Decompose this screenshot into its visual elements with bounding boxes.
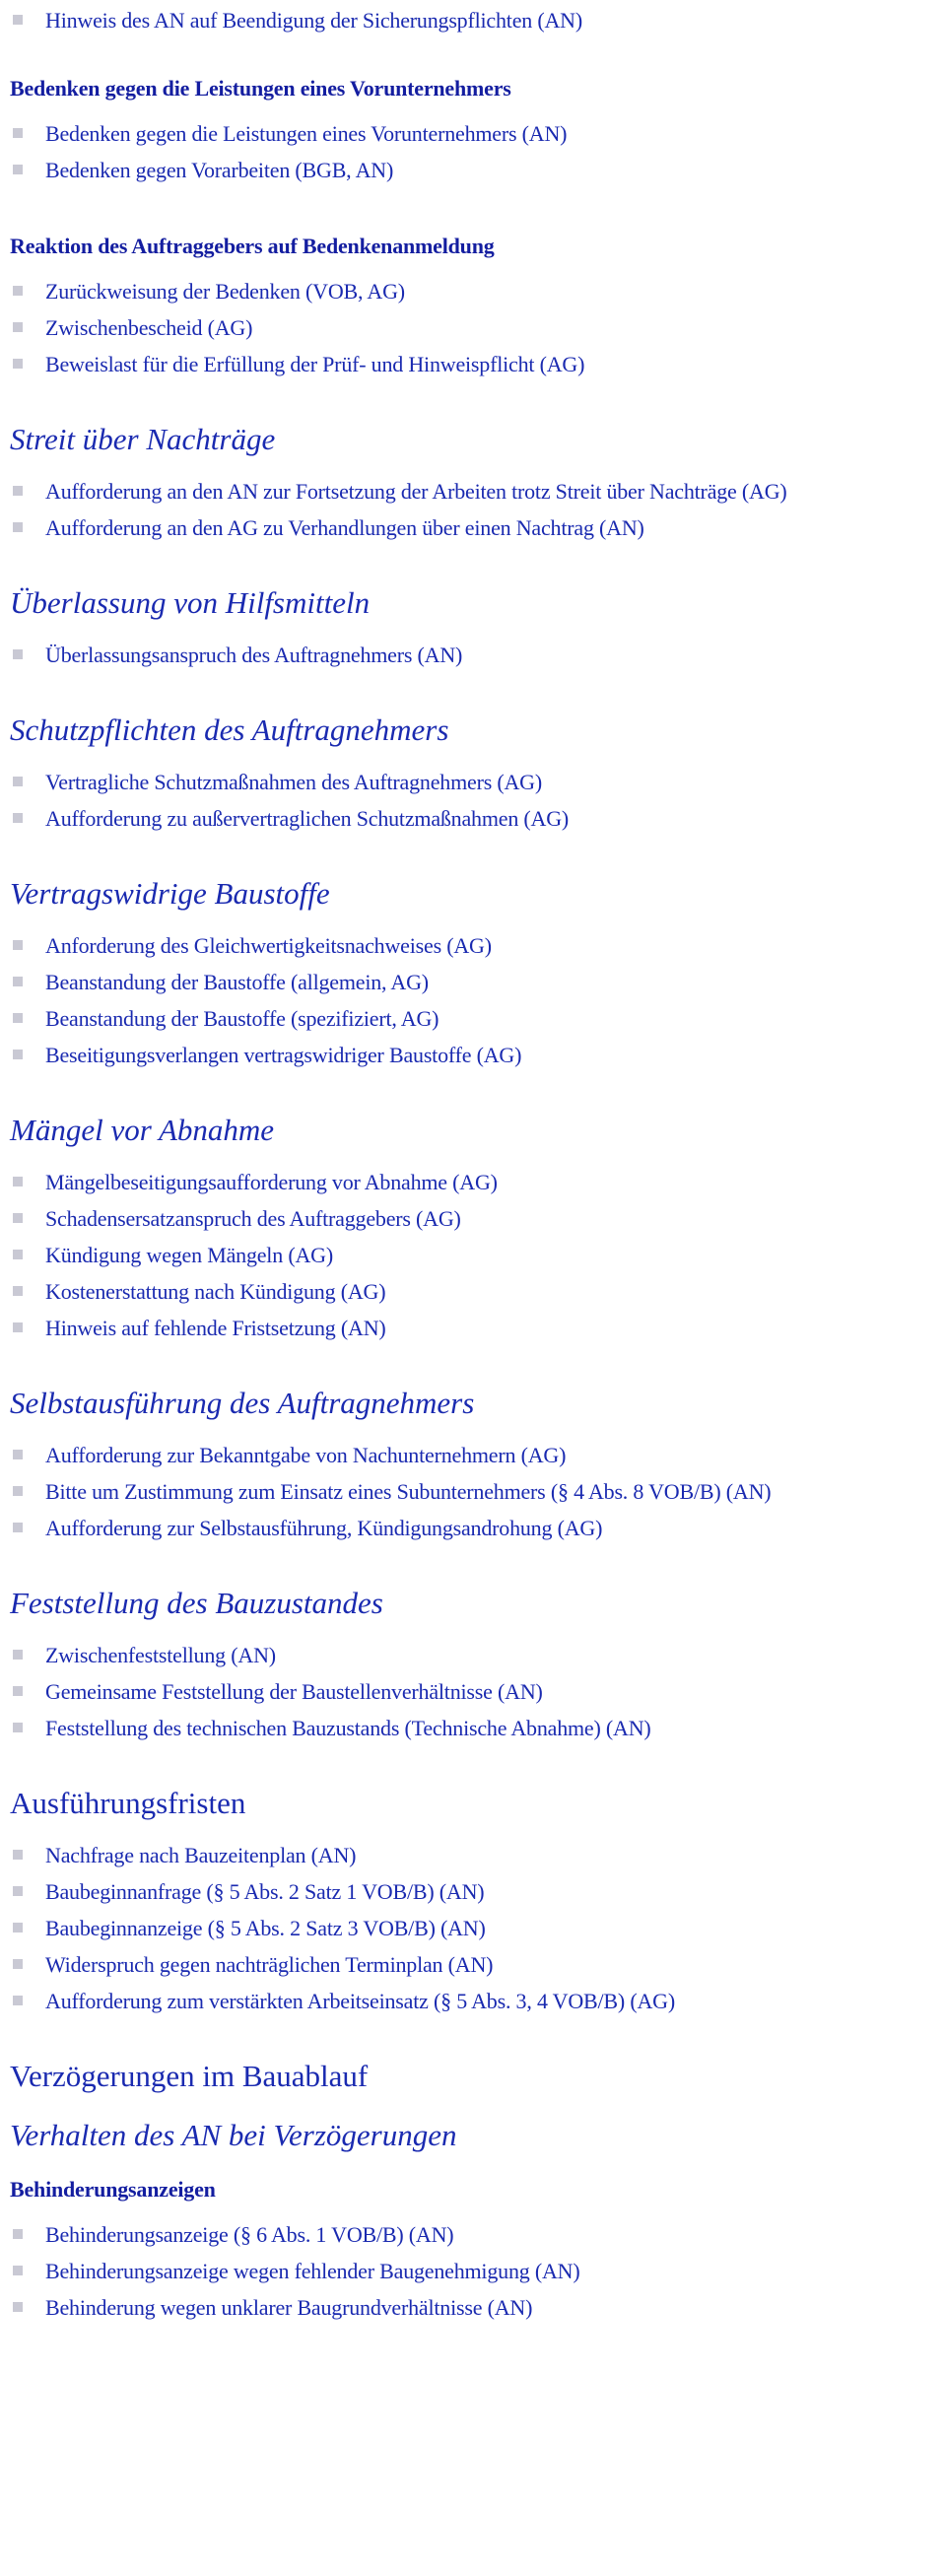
square-bullet-icon: [13, 2266, 23, 2275]
square-bullet-icon: [13, 1959, 23, 1969]
square-bullet-icon: [13, 522, 23, 532]
list-item-label[interactable]: Aufforderung zur Bekanntgabe von Nachunternehmern (AG): [45, 1443, 567, 1467]
list-item-label[interactable]: Anforderung des Gleichwertigkeitsnachweises (AG): [45, 933, 492, 958]
section-heading: Verhalten des AN bei Verzögerungen: [10, 2118, 457, 2152]
square-bullet-icon: [13, 322, 23, 332]
section-list: [10, 1437, 946, 1546]
section-list: [10, 637, 946, 673]
square-bullet-icon: [13, 977, 23, 986]
list-item-label[interactable]: Zurückweisung der Bedenken (VOB, AG): [45, 279, 405, 304]
square-bullet-icon: [13, 2229, 23, 2239]
list-item[interactable]: [10, 1310, 946, 1346]
square-bullet-icon: [13, 1250, 23, 1259]
square-bullet-icon: [13, 1523, 23, 1532]
list-item-label[interactable]: Aufforderung zum verstärkten Arbeitseinsatz (§ 5 Abs. 3, 4 VOB/B) (AG): [45, 1989, 675, 2013]
list-item-label[interactable]: Aufforderung an den AN zur Fortsetzung der Arbeiten trotz Streit über Nachträge (AG): [45, 479, 787, 504]
list-item[interactable]: [10, 1237, 946, 1273]
square-bullet-icon: [13, 165, 23, 174]
square-bullet-icon: [13, 1177, 23, 1186]
square-bullet-icon: [13, 1923, 23, 1932]
list-item-label[interactable]: Kündigung wegen Mängeln (AG): [45, 1243, 333, 1267]
section-list: [10, 2216, 946, 2326]
section: [10, 1113, 946, 1346]
section-heading: Verzögerungen im Bauablauf: [10, 2059, 369, 2093]
square-bullet-icon: [13, 1886, 23, 1896]
square-bullet-icon: [13, 649, 23, 659]
section: [10, 1786, 946, 2019]
list-item-label[interactable]: Überlassungsanspruch des Auftragnehmers (AN): [45, 643, 463, 667]
list-item-label[interactable]: Hinweis auf fehlende Fristsetzung (AN): [45, 1316, 386, 1340]
list-item[interactable]: [10, 273, 946, 309]
list-item-label[interactable]: Feststellung des technischen Bauzustands (Technische Abnahme) (AN): [45, 1716, 651, 1740]
list-item[interactable]: [10, 1673, 946, 1710]
square-bullet-icon: [13, 1723, 23, 1732]
square-bullet-icon: [13, 15, 23, 25]
list-item[interactable]: [10, 1510, 946, 1546]
list-item[interactable]: [10, 1200, 946, 1237]
square-bullet-icon: [13, 1013, 23, 1023]
section-list: [10, 473, 946, 546]
list-item-label[interactable]: Beanstandung der Baustoffe (spezifiziert, AG): [45, 1006, 439, 1031]
list-item[interactable]: [10, 1910, 946, 1946]
document: [0, 2, 946, 2326]
list-item-label[interactable]: Behinderungsanzeige wegen fehlender Baugenehmigung (AN): [45, 2259, 580, 2283]
list-item[interactable]: [10, 309, 946, 346]
section: [10, 712, 946, 837]
list-item[interactable]: [10, 1873, 946, 1910]
section-list: [10, 1637, 946, 1746]
section-heading: Bedenken gegen die Leistungen eines Vorunternehmers: [10, 76, 511, 101]
section-heading: Mängel vor Abnahme: [10, 1113, 275, 1147]
list-item[interactable]: [10, 1837, 946, 1873]
list-item-label[interactable]: Zwischenfeststellung (AN): [45, 1643, 276, 1667]
section-heading: Reaktion des Auftraggebers auf Bedenkenanmeldung: [10, 234, 495, 258]
section-heading: Ausführungsfristen: [10, 1786, 246, 1820]
list-item[interactable]: [10, 152, 946, 188]
section: [10, 2177, 946, 2326]
square-bullet-icon: [13, 359, 23, 369]
list-item-label[interactable]: Beanstandung der Baustoffe (allgemein, AG): [45, 970, 429, 994]
section: [10, 876, 946, 1073]
square-bullet-icon: [13, 1850, 23, 1860]
list-item-label[interactable]: Baubeginnanzeige (§ 5 Abs. 2 Satz 3 VOB/B) (AN): [45, 1916, 486, 1940]
square-bullet-icon: [13, 128, 23, 138]
list-item[interactable]: [10, 2, 946, 38]
section: [10, 76, 946, 188]
list-item[interactable]: [10, 637, 946, 673]
square-bullet-icon: [13, 813, 23, 823]
square-bullet-icon: [13, 1486, 23, 1496]
list-item-label[interactable]: Aufforderung zur Selbstausführung, Kündigungsandrohung (AG): [45, 1516, 603, 1540]
square-bullet-icon: [13, 1322, 23, 1332]
list-item-label[interactable]: Behinderung wegen unklarer Baugrundverhältnisse (AN): [45, 2295, 533, 2320]
square-bullet-icon: [13, 1050, 23, 1059]
section-heading: Feststellung des Bauzustandes: [10, 1586, 383, 1620]
section: [10, 2118, 946, 2153]
list-item-label[interactable]: Kostenerstattung nach Kündigung (AG): [45, 1279, 386, 1304]
list-item[interactable]: [10, 1164, 946, 1200]
square-bullet-icon: [13, 2302, 23, 2312]
list-item[interactable]: [10, 1273, 946, 1310]
list-item-label[interactable]: Aufforderung an den AG zu Verhandlungen über einen Nachtrag (AN): [45, 515, 644, 540]
list-item[interactable]: [10, 1983, 946, 2019]
section: [10, 2059, 946, 2094]
list-item-label[interactable]: Bitte um Zustimmung zum Einsatz eines Subunternehmers (§ 4 Abs. 8 VOB/B) (AN): [45, 1479, 772, 1504]
section: [10, 585, 946, 673]
square-bullet-icon: [13, 1213, 23, 1223]
list-item[interactable]: [10, 1637, 946, 1673]
list-item[interactable]: [10, 1437, 946, 1473]
list-item[interactable]: [10, 1000, 946, 1037]
square-bullet-icon: [13, 486, 23, 496]
list-item-label[interactable]: Widerspruch gegen nachträglichen Terminplan (AN): [45, 1952, 494, 1977]
list-item-label[interactable]: Zwischenbescheid (AG): [45, 315, 253, 340]
list-item[interactable]: [10, 764, 946, 800]
list-item[interactable]: [10, 1473, 946, 1510]
list-item[interactable]: [10, 1037, 946, 1073]
list-item[interactable]: [10, 115, 946, 152]
section-list: [10, 1164, 946, 1346]
list-item-label[interactable]: Hinweis des AN auf Beendigung der Sicherungspflichten (AN): [45, 8, 582, 33]
list-item[interactable]: [10, 2253, 946, 2289]
list-item-label[interactable]: Aufforderung zu außervertraglichen Schutzmaßnahmen (AG): [45, 806, 570, 831]
section-heading: Vertragswidrige Baustoffe: [10, 876, 330, 911]
section: [10, 1386, 946, 1546]
list-item[interactable]: [10, 2216, 946, 2253]
list-item-label[interactable]: Vertragliche Schutzmaßnahmen des Auftragnehmers (AG): [45, 770, 542, 794]
section: [10, 1586, 946, 1746]
list-item[interactable]: [10, 346, 946, 382]
list-item-label[interactable]: Schadensersatzanspruch des Auftraggebers (AG): [45, 1206, 461, 1231]
section-list: [10, 273, 946, 382]
sections-container: [10, 76, 946, 2326]
square-bullet-icon: [13, 777, 23, 786]
list-item-label[interactable]: Mängelbeseitigungsaufforderung vor Abnahme (AG): [45, 1170, 498, 1194]
list-item[interactable]: [10, 964, 946, 1000]
list-item[interactable]: [10, 927, 946, 964]
list-item[interactable]: [10, 473, 946, 509]
section-list: [10, 115, 946, 188]
section-heading: Streit über Nachträge: [10, 422, 276, 456]
square-bullet-icon: [13, 1686, 23, 1696]
list-item-label[interactable]: Beseitigungsverlangen vertragswidriger Baustoffe (AG): [45, 1043, 522, 1067]
section: [10, 234, 946, 382]
section-list: [10, 927, 946, 1073]
section-heading: Selbstausführung des Auftragnehmers: [10, 1386, 475, 1420]
list-item-label[interactable]: Baubeginnanfrage (§ 5 Abs. 2 Satz 1 VOB/B) (AN): [45, 1879, 485, 1904]
list-item-label[interactable]: Gemeinsame Feststellung der Baustellenverhältnisse (AN): [45, 1679, 543, 1704]
list-item[interactable]: [10, 800, 946, 837]
list-item-label[interactable]: Bedenken gegen Vorarbeiten (BGB, AN): [45, 158, 394, 182]
square-bullet-icon: [13, 1650, 23, 1660]
square-bullet-icon: [13, 940, 23, 950]
section-heading: Behinderungsanzeigen: [10, 2177, 216, 2202]
list-item-label[interactable]: Behinderungsanzeige (§ 6 Abs. 1 VOB/B) (AN): [45, 2222, 454, 2247]
section: [10, 422, 946, 546]
lead-list: [10, 2, 946, 38]
list-item-label[interactable]: Bedenken gegen die Leistungen eines Vorunternehmers (AN): [45, 121, 568, 146]
list-item-label[interactable]: Nachfrage nach Bauzeitenplan (AN): [45, 1843, 357, 1867]
list-item[interactable]: [10, 509, 946, 546]
list-item-label[interactable]: Beweislast für die Erfüllung der Prüf- und Hinweispflicht (AG): [45, 352, 585, 376]
square-bullet-icon: [13, 286, 23, 296]
square-bullet-icon: [13, 1996, 23, 2005]
section-heading: Schutzpflichten des Auftragnehmers: [10, 712, 449, 747]
square-bullet-icon: [13, 1286, 23, 1296]
list-item[interactable]: [10, 2289, 946, 2326]
section-list: [10, 764, 946, 837]
section-list: [10, 1837, 946, 2019]
section-heading: Überlassung von Hilfsmitteln: [10, 585, 371, 620]
square-bullet-icon: [13, 1450, 23, 1459]
list-item[interactable]: [10, 1946, 946, 1983]
list-item[interactable]: [10, 1710, 946, 1746]
